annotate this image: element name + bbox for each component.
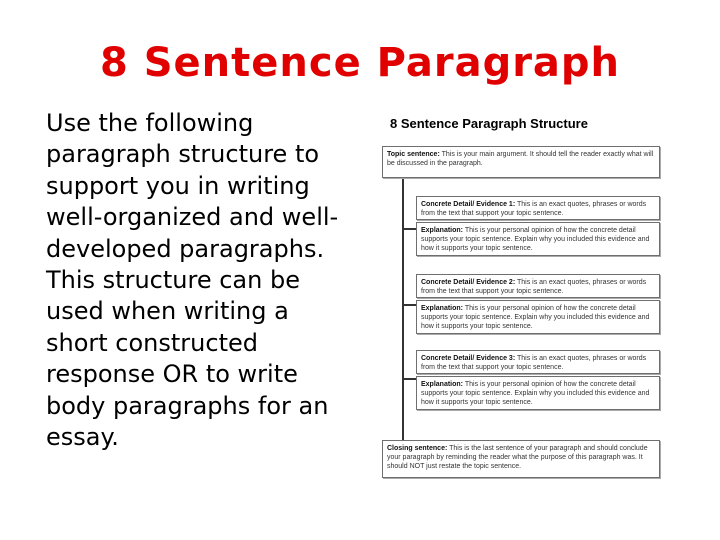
explanation-text-2: This is your personal opinion of how the concrete detail supports your topic sentence. Explain why you included this evidence and how it supports your topic sentence. bbox=[421, 305, 650, 330]
evidence-text-1: This is an exact quotes, phrases or words from the text that support your topic sentence. bbox=[421, 201, 647, 217]
evidence-box-1 bbox=[416, 196, 660, 220]
slide-title: 8 Sentence Paragraph bbox=[99, 40, 621, 86]
closing-sentence-box bbox=[382, 440, 660, 478]
paragraph-structure-diagram bbox=[376, 110, 666, 490]
explanation-box-2 bbox=[416, 300, 660, 334]
connector-branch-1 bbox=[402, 228, 416, 230]
explanation-label-3: Explanation: bbox=[421, 381, 464, 388]
topic-sentence-box bbox=[382, 146, 660, 178]
intro-text: Use the following paragraph structure to support you in writing well-organized and well-developed paragraphs. This structure can be used when writing a short constructed response OR to write body paragraphs for an essay. bbox=[46, 109, 339, 452]
diagram-title: 8 Sentence Paragraph Structure bbox=[390, 116, 588, 131]
connector-vertical-line bbox=[402, 176, 404, 446]
closing-label: Closing sentence: bbox=[387, 445, 448, 452]
explanation-box-3 bbox=[416, 376, 660, 410]
explanation-box-1 bbox=[416, 222, 660, 256]
explanation-text-3: This is your personal opinion of how the concrete detail supports your topic sentence. Explain why you included this evidence and how it supports your topic sentence. bbox=[421, 381, 650, 406]
evidence-label-3: Concrete Detail/ Evidence 3: bbox=[421, 355, 516, 362]
evidence-text-2: This is an exact quotes, phrases or words from the text that support your topic sentence. bbox=[421, 279, 647, 295]
connector-branch-2 bbox=[402, 304, 416, 306]
topic-label: Topic sentence: bbox=[387, 151, 440, 158]
evidence-text-3: This is an exact quotes, phrases or words from the text that support your topic sentence. bbox=[421, 355, 647, 371]
topic-text: This is your main argument. It should tell the reader exactly what will be discussed in the paragraph. bbox=[387, 151, 654, 167]
evidence-label-1: Concrete Detail/ Evidence 1: bbox=[421, 201, 516, 208]
evidence-box-2 bbox=[416, 274, 660, 298]
closing-text: This is the last sentence of your paragraph and should conclude your paragraph by reminding the reader what the purpose of this paragraph was. It should NOT just restate the topic sentence. bbox=[387, 445, 648, 470]
evidence-label-2: Concrete Detail/ Evidence 2: bbox=[421, 279, 516, 286]
explanation-label-1: Explanation: bbox=[421, 227, 464, 234]
evidence-box-3 bbox=[416, 350, 660, 374]
explanation-text-1: This is your personal opinion of how the concrete detail supports your topic sentence. Explain why you included this evidence and how it supports your topic sentence. bbox=[421, 227, 650, 252]
connector-branch-3 bbox=[402, 378, 416, 380]
explanation-label-2: Explanation: bbox=[421, 305, 464, 312]
